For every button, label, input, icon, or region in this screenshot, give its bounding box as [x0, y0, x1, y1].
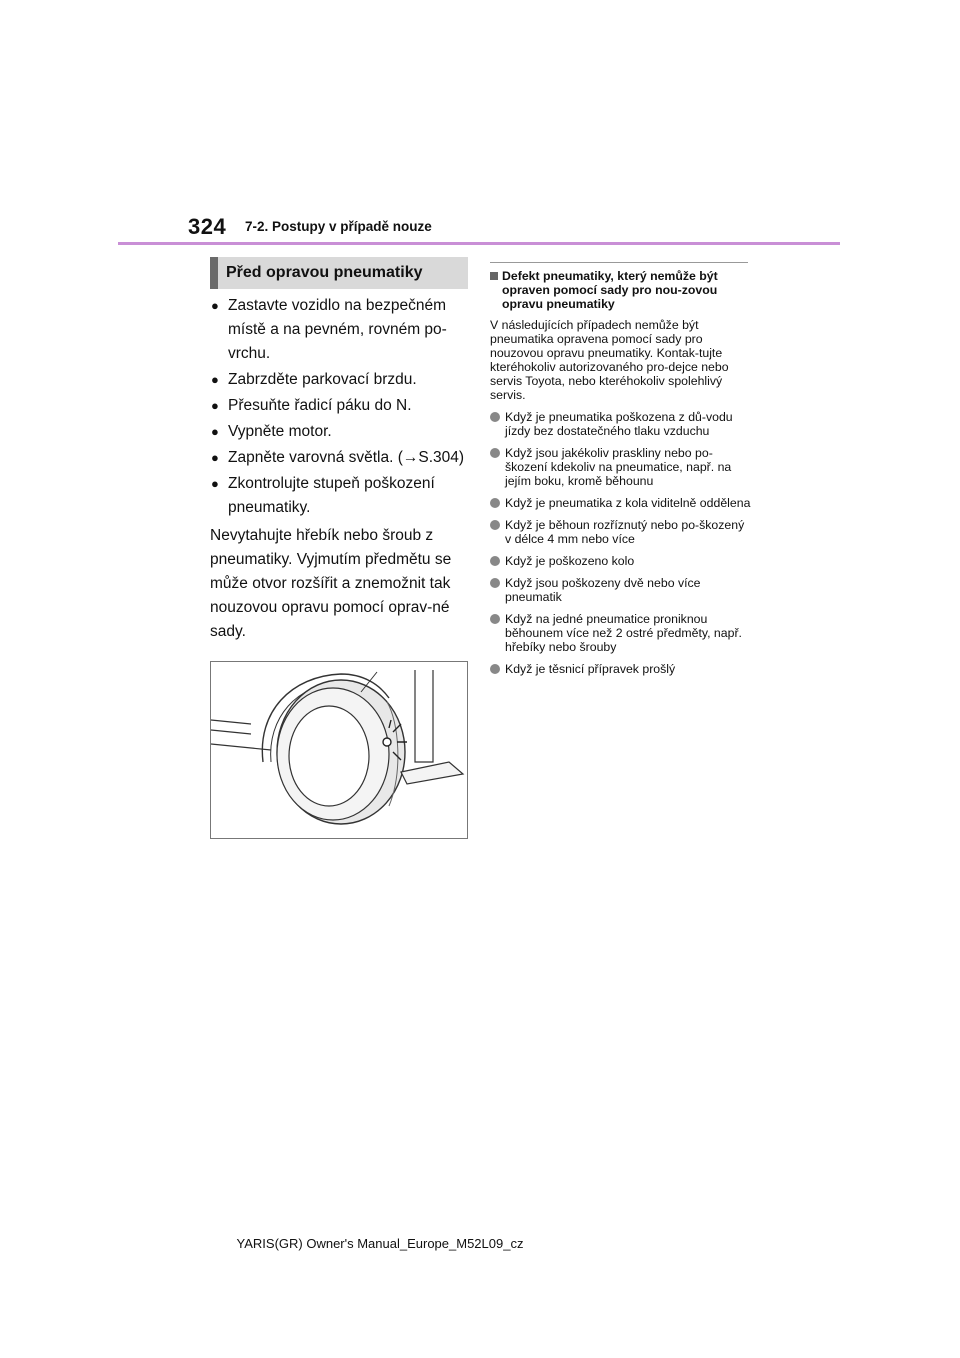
section-title: 7-2. Postupy v případě nouze [245, 219, 432, 234]
bullet-dot-icon: ● [211, 398, 219, 413]
bullet-dot-icon: ● [211, 450, 219, 465]
list-item: Když na jedné pneumatice proniknou běhounem více než 2 ostré předměty, např. hřebíky nebo šrouby [490, 612, 752, 654]
warning-paragraph: Nevytahujte hřebík nebo šroub z pneumatiky. Vyjmutím předmětu se může otvor rozšířit a znemožnit tak nouzovou opravu pomocí oprav-né sady. [210, 527, 452, 640]
tire-nail-icon [211, 662, 467, 838]
intro-text: V následujících případech nemůže být pneumatika opravena pomocí sady pro nouzovou opravu pneumatiky. Kontak-tujte kteréhokoliv autorizovaného pro-dejce nebo servis Toyota, nebo kteréhokoliv spolehlivý servis. [490, 318, 729, 402]
list-item: Když je poškozeno kolo [490, 554, 752, 568]
circle-bullet-icon [490, 664, 500, 674]
bullet-item: ● Zabrzděte parkovací brzdu. [210, 368, 472, 392]
bullet-dot-icon: ● [211, 372, 219, 387]
circle-bullet-icon [490, 448, 500, 458]
list-item: Když jsou jakékoliv praskliny nebo po-škození kdekoliv na pneumatice, např. na jejím boku, kromě běhounu [490, 446, 752, 488]
circle-bullet-icon [490, 556, 500, 566]
section-heading [210, 257, 468, 289]
list-item: Když je pneumatika z kola viditelně oddělena [490, 496, 752, 510]
page-number: 324 [188, 214, 227, 239]
bullet-item: ● Zapněte varovná světla. (→S.304) [210, 446, 472, 470]
bullet-item: ● Zkontrolujte stupeň poškození pneumatiky. [210, 472, 472, 520]
bullet-dot-icon: ● [211, 298, 219, 313]
list-item: Když jsou poškozeny dvě nebo více pneumatik [490, 576, 752, 604]
footer-text: YARIS(GR) Owner's Manual_Europe_M52L09_cz [236, 1236, 524, 1251]
circle-bullet-icon [490, 614, 500, 624]
right-rule [490, 262, 748, 263]
circle-bullet-icon [490, 520, 500, 530]
header-rule [118, 242, 840, 245]
bullet-dot-icon: ● [211, 424, 219, 439]
bullet-dot-icon: ● [211, 476, 219, 491]
tire-illustration [210, 661, 468, 839]
left-column [210, 294, 472, 644]
footer [0, 1236, 960, 1251]
right-column [490, 262, 752, 676]
list-item: Když je pneumatika poškozena z dů-vodu jízdy bez dostatečného tlaku vzduchu [490, 410, 752, 438]
bullet-item: ● Vypněte motor. [210, 420, 472, 444]
bullet-item: ● Přesuňte řadicí páku do N. [210, 394, 472, 418]
sub-heading: Defekt pneumatiky, který nemůže být opraven pomocí sady pro nou-zovou opravu pneumatiky [490, 269, 752, 311]
list-item: Když je těsnicí přípravek prošlý [490, 662, 752, 676]
list-item: Když je běhoun rozříznutý nebo po-škozený v délce 4 mm nebo více [490, 518, 752, 546]
bullet-item: ● Zastavte vozidlo na bezpečném místě a na pevném, rovném po-vrchu. [210, 294, 472, 366]
circle-bullet-icon [490, 578, 500, 588]
circle-bullet-icon [490, 498, 500, 508]
section-heading-text: Před opravou pneumatiky [226, 264, 423, 281]
square-bullet-icon [490, 272, 498, 280]
circle-bullet-icon [490, 412, 500, 422]
